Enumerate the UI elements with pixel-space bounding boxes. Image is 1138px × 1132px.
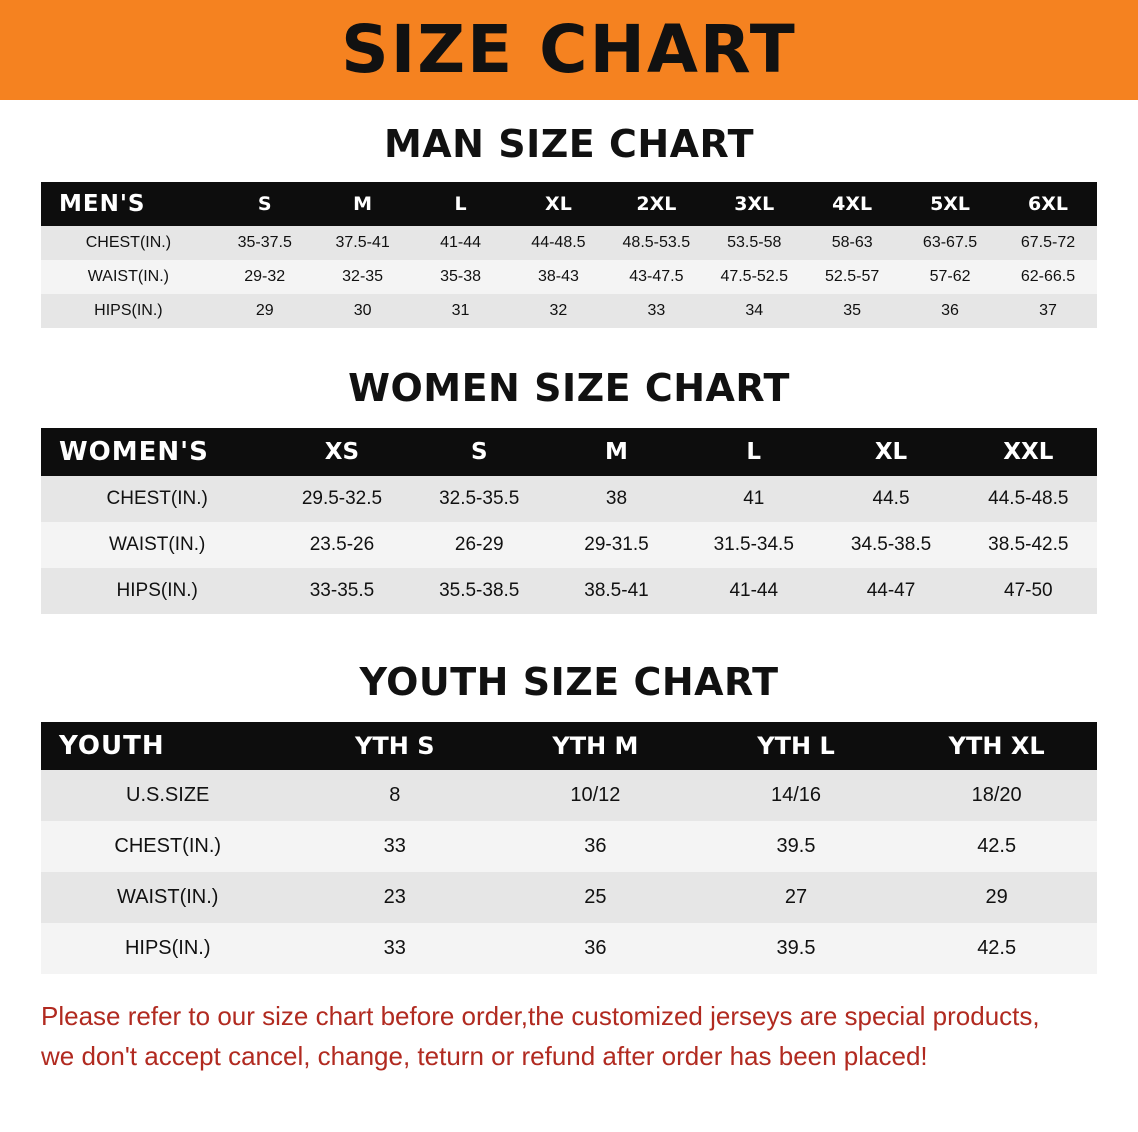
- table-cell: 14/16: [696, 770, 897, 821]
- table-cell: 67.5-72: [999, 226, 1097, 260]
- row-label: WAIST(IN.): [41, 872, 294, 923]
- table-cell: 31: [412, 294, 510, 328]
- table-cell: 35.5-38.5: [411, 568, 548, 614]
- table-cell: 44.5: [822, 476, 959, 522]
- column-header: WOMEN'S: [41, 428, 273, 476]
- table-cell: 47.5-52.5: [705, 260, 803, 294]
- table-cell: 39.5: [696, 923, 897, 974]
- row-label: CHEST(IN.): [41, 821, 294, 872]
- table-cell: 38: [548, 476, 685, 522]
- table-cell: 32: [509, 294, 607, 328]
- youth-section-title: YOUTH SIZE CHART: [359, 660, 779, 704]
- column-header: 5XL: [901, 182, 999, 226]
- table-cell: 38-43: [509, 260, 607, 294]
- disclaimer-line-1: Please refer to our size chart before order,the customized jerseys are special products,: [41, 1001, 1040, 1031]
- column-header: L: [685, 428, 822, 476]
- table-cell: 23.5-26: [273, 522, 410, 568]
- column-header: XS: [273, 428, 410, 476]
- table-cell: 44-47: [822, 568, 959, 614]
- column-header: XL: [509, 182, 607, 226]
- table-row: [41, 872, 1097, 923]
- table-cell: 36: [901, 294, 999, 328]
- table-cell: 42.5: [896, 821, 1097, 872]
- row-label: HIPS(IN.): [41, 568, 273, 614]
- row-label: CHEST(IN.): [41, 476, 273, 522]
- table-cell: 8: [294, 770, 495, 821]
- table-cell: 36: [495, 923, 696, 974]
- table-cell: 41: [685, 476, 822, 522]
- table-cell: 34: [705, 294, 803, 328]
- table-cell: 33: [294, 923, 495, 974]
- column-header: YTH L: [696, 722, 897, 770]
- table-cell: 38.5-42.5: [960, 522, 1097, 568]
- row-label: WAIST(IN.): [41, 522, 273, 568]
- table-cell: 32-35: [314, 260, 412, 294]
- table-row: [41, 770, 1097, 821]
- table-cell: 35: [803, 294, 901, 328]
- disclaimer-note: [41, 996, 1097, 1077]
- column-header: YTH M: [495, 722, 696, 770]
- column-header: YTH XL: [896, 722, 1097, 770]
- table-cell: 33-35.5: [273, 568, 410, 614]
- table-cell: 23: [294, 872, 495, 923]
- table-cell: 38.5-41: [548, 568, 685, 614]
- table-cell: 52.5-57: [803, 260, 901, 294]
- table-cell: 25: [495, 872, 696, 923]
- disclaimer-line-2: we don't accept cancel, change, teturn or refund after order has been placed!: [41, 1041, 928, 1072]
- man-size-table-wrapper: [41, 182, 1097, 328]
- column-header: M: [314, 182, 412, 226]
- table-cell: 48.5-53.5: [607, 226, 705, 260]
- table-row: [41, 476, 1097, 522]
- table-row: [41, 260, 1097, 294]
- row-label: HIPS(IN.): [41, 294, 216, 328]
- table-header-row: [41, 182, 1097, 226]
- column-header: L: [412, 182, 510, 226]
- page-banner: [0, 0, 1138, 100]
- table-cell: 33: [294, 821, 495, 872]
- column-header: 2XL: [607, 182, 705, 226]
- table-cell: 47-50: [960, 568, 1097, 614]
- table-cell: 42.5: [896, 923, 1097, 974]
- column-header: YTH S: [294, 722, 495, 770]
- column-header: M: [548, 428, 685, 476]
- table-cell: 34.5-38.5: [822, 522, 959, 568]
- table-row: [41, 522, 1097, 568]
- table-cell: 31.5-34.5: [685, 522, 822, 568]
- column-header: S: [216, 182, 314, 226]
- table-cell: 35-38: [412, 260, 510, 294]
- table-cell: 29-31.5: [548, 522, 685, 568]
- row-label: U.S.SIZE: [41, 770, 294, 821]
- table-cell: 39.5: [696, 821, 897, 872]
- table-cell: 43-47.5: [607, 260, 705, 294]
- table-cell: 33: [607, 294, 705, 328]
- table-row: [41, 923, 1097, 974]
- table-header-row: [41, 722, 1097, 770]
- column-header: YOUTH: [41, 722, 294, 770]
- women-size-table-wrapper: [41, 428, 1097, 614]
- table-cell: 58-63: [803, 226, 901, 260]
- table-cell: 63-67.5: [901, 226, 999, 260]
- table-cell: 26-29: [411, 522, 548, 568]
- table-cell: 29-32: [216, 260, 314, 294]
- row-label: HIPS(IN.): [41, 923, 294, 974]
- table-header-row: [41, 428, 1097, 476]
- column-header: 6XL: [999, 182, 1097, 226]
- man-size-table: [41, 182, 1097, 328]
- table-row: [41, 568, 1097, 614]
- column-header: 3XL: [705, 182, 803, 226]
- row-label: WAIST(IN.): [41, 260, 216, 294]
- table-row: [41, 821, 1097, 872]
- table-cell: 44.5-48.5: [960, 476, 1097, 522]
- column-header: XL: [822, 428, 959, 476]
- table-cell: 29: [896, 872, 1097, 923]
- table-cell: 53.5-58: [705, 226, 803, 260]
- table-cell: 10/12: [495, 770, 696, 821]
- women-size-table: [41, 428, 1097, 614]
- table-cell: 32.5-35.5: [411, 476, 548, 522]
- table-cell: 29: [216, 294, 314, 328]
- column-header: S: [411, 428, 548, 476]
- table-cell: 57-62: [901, 260, 999, 294]
- column-header: XXL: [960, 428, 1097, 476]
- table-cell: 37.5-41: [314, 226, 412, 260]
- table-cell: 29.5-32.5: [273, 476, 410, 522]
- table-cell: 62-66.5: [999, 260, 1097, 294]
- row-label: CHEST(IN.): [41, 226, 216, 260]
- man-section-title: MAN SIZE CHART: [383, 122, 755, 166]
- youth-size-table: [41, 722, 1097, 974]
- column-header: 4XL: [803, 182, 901, 226]
- table-cell: 30: [314, 294, 412, 328]
- table-row: [41, 294, 1097, 328]
- table-cell: 27: [696, 872, 897, 923]
- youth-size-table-wrapper: [41, 722, 1097, 974]
- table-cell: 37: [999, 294, 1097, 328]
- women-section-title: WOMEN SIZE CHART: [348, 366, 790, 410]
- table-row: [41, 226, 1097, 260]
- table-cell: 41-44: [685, 568, 822, 614]
- table-cell: 41-44: [412, 226, 510, 260]
- table-cell: 44-48.5: [509, 226, 607, 260]
- table-cell: 18/20: [896, 770, 1097, 821]
- table-cell: 36: [495, 821, 696, 872]
- column-header: MEN'S: [41, 182, 216, 226]
- table-cell: 35-37.5: [216, 226, 314, 260]
- page-title: SIZE CHART: [341, 11, 797, 88]
